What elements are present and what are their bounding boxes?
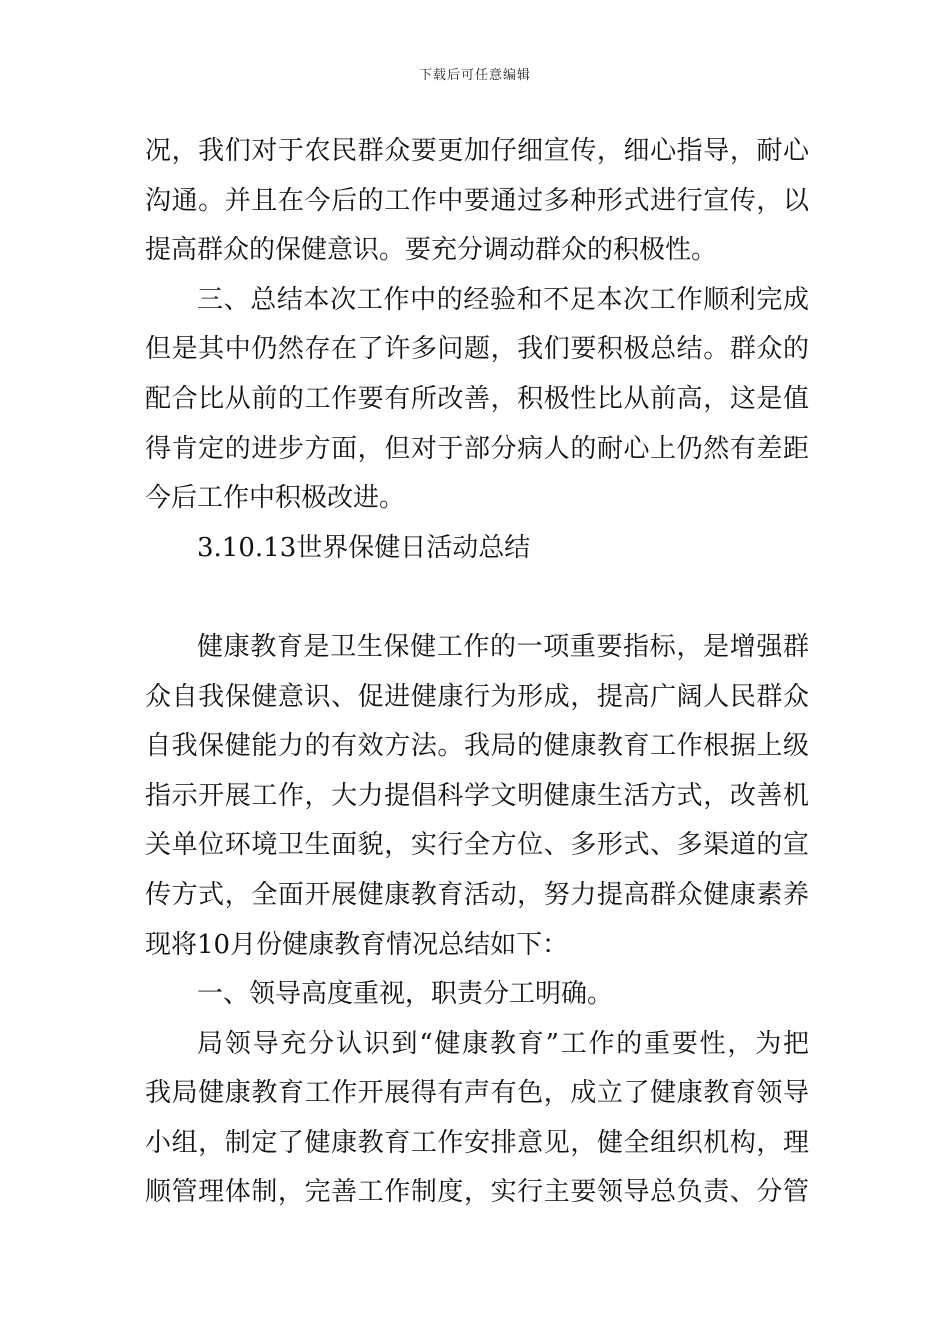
document-body xyxy=(145,127,809,1218)
text-line: 健康教育是卫生保健工作的一项重要指标，是增强群 xyxy=(197,631,809,662)
text-line: 今后工作中积极改进。 xyxy=(145,483,406,514)
text-line: 传方式，全面开展健康教育活动，努力提高群众健康素养 xyxy=(145,879,809,910)
text-line: 关单位环境卫生面貌，实行全方位、多形式、多渠道的宣 xyxy=(145,830,809,861)
text-line: 小组，制定了健康教育工作安排意见，健全组织机构，理 xyxy=(145,1127,809,1158)
text-line: 况，我们对于农民群众要更加仔细宣传，细心指导，耐心 xyxy=(145,136,809,166)
text-line: 指示开展工作，大力提倡科学文明健康生活方式，改善机 xyxy=(145,780,809,811)
section-heading-summary: 三、总结本次工作中的经验和不足本次工作顺利完成 xyxy=(197,284,809,315)
download-note: 下载后可任意编辑 xyxy=(418,68,531,83)
article-title: 3.10.13世界保健日活动总结 xyxy=(197,532,531,563)
text-line: 但是其中仍然存在了许多问题，我们要积极总结。群众的 xyxy=(145,334,809,365)
section-heading-leadership: 一、领导高度重视，职责分工明确。 xyxy=(197,979,614,1010)
text-line: 我局健康教育工作开展得有声有色，成立了健康教育领导 xyxy=(145,1078,809,1109)
text-line: 提高群众的保健意识。要充分调动群众的积极性。 xyxy=(145,235,718,266)
text-line: 得肯定的进步方面，但对于部分病人的耐心上仍然有差距 xyxy=(145,433,809,464)
text-line: 沟通。并且在今后的工作中要通过多种形式进行宣传，以 xyxy=(145,185,809,216)
text-line: 自我保健能力的有效方法。我局的健康教育工作根据上级 xyxy=(145,731,809,762)
text-line: 配合比从前的工作要有所改善，积极性比从前高，这是值 xyxy=(145,383,809,414)
text-line: 现将10月份健康教育情况总结如下： xyxy=(145,929,569,960)
text-line: 局领导充分认识到“健康教育”工作的重要性，为把 xyxy=(197,1028,809,1059)
blank-line xyxy=(145,573,809,623)
text-line: 顺管理体制，完善工作制度，实行主要领导总负责、分管 xyxy=(145,1177,809,1208)
text-line: 众自我保健意识、促进健康行为形成，提高广阔人民群众 xyxy=(145,681,809,712)
